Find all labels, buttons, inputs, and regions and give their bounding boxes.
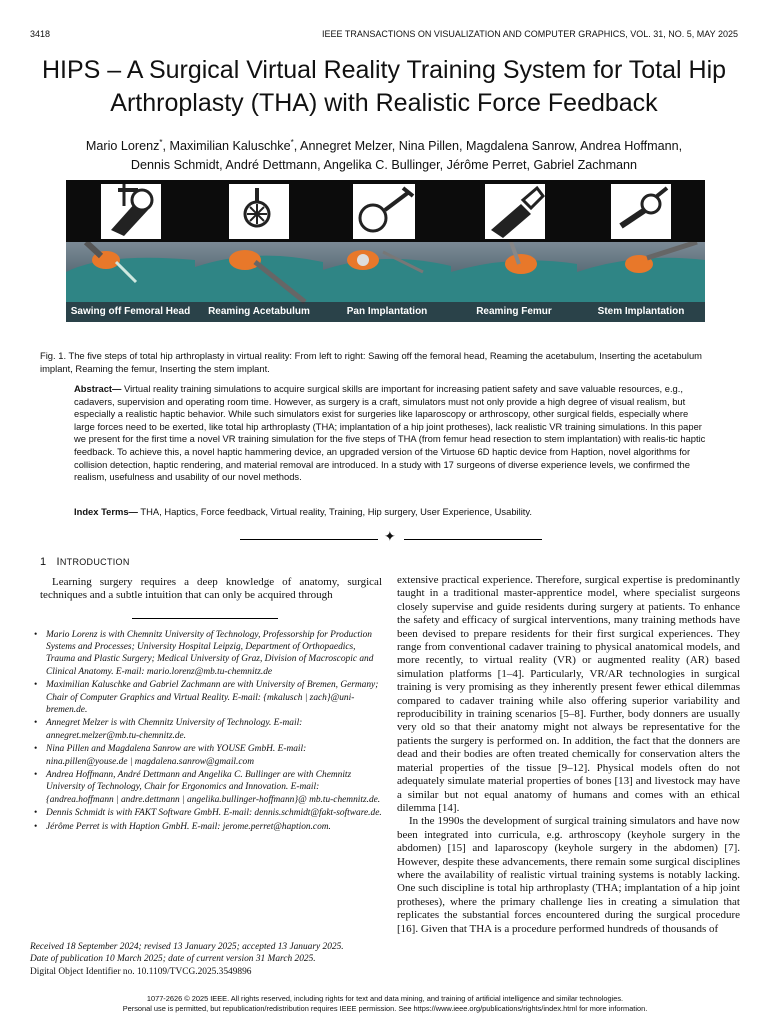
author: Andrea Hoffmann, [580, 139, 683, 154]
bullet-icon: • [34, 822, 38, 833]
author: Annegret Melzer, [300, 139, 399, 154]
panel-label: Sawing off Femoral Head [66, 302, 195, 322]
footnote-item: • Dennis Schmidt is with FAKT Software GmbH. E-mail: dennis.schmidt@fakt-software.de. [34, 808, 382, 819]
step-icon-rasp [451, 180, 577, 242]
author-list [50, 133, 718, 175]
doi-line: Digital Object Identifier no. 10.1109/TVCG.2025.3549896 [30, 967, 252, 977]
paragraph: In the 1990s the development of surgical training simulators and have now been integrated into curricula, e.g. arthroscopy (keyhole surgery in the abdomen) [15] and laparoscopy (keyhole surgery in the abdomen) [7]. However, despite these advancements, there remain some surgical disciplines where the availability of realistic virtual training systems is notably lacking. One such discipline is total hip arthroplasty (THA; implantation of a hip joint protheses), where the primary challenge lies in creating a simulation that replicates the substantial forces encountered during the surgical procedure [16]. Given that THA is a procedure performed hundreds of thousands of [397, 815, 740, 935]
index-terms [74, 506, 710, 519]
footnote-item: • Jérôme Perret is with Haption GmbH. E-mail: jerome.perret@haption.com. [34, 822, 331, 833]
author: Magdalena Sanrow, [465, 139, 581, 154]
author: Nina Pillen, [398, 139, 466, 154]
affiliation-footnotes [34, 629, 382, 835]
index-terms-text: THA, Haptics, Force feedback, Virtual reality, Training, Hip surgery, User Experience, Usability. [140, 506, 532, 517]
figure-caption: Fig. 1. The five steps of total hip arthroplasty in virtual reality: From left to right: Sawing off the femoral head, Reaming the acetabulum, Inserting the acetabulum implant, Reaming the femur, Inserting the stem implant. [40, 350, 702, 374]
bullet-icon: • [34, 808, 38, 819]
author: Angelika C. Bullinger, [323, 158, 447, 173]
abstract-label: Abstract— [74, 383, 122, 394]
right-column-text [397, 574, 740, 936]
copyright-notice: 1077-2626 © 2025 IEEE. All rights reserved, including rights for text and data mining, and training of artificial intelligence and similar technologies. Personal use is permitted, but republication/redistribution requires IEEE permission. See https://www.ieee.org/publications/rights/index.html for more information. [122, 994, 648, 1013]
figure-panel-reaming-acetabulum [195, 180, 323, 322]
author: Jérôme Perret, [446, 158, 534, 173]
page-number: 3418 [30, 29, 51, 39]
journal-header: IEEE TRANSACTIONS ON VISUALIZATION AND COMPUTER GRAPHICS, VOL. 31, NO. 5, MAY 2025 [322, 29, 738, 39]
separator-ornament-icon: ✦ [384, 530, 396, 545]
step-icon-saw [66, 180, 195, 242]
figure-panel-sawing [66, 180, 195, 322]
bullet-icon: • [34, 770, 38, 781]
footnote-item: • Mario Lorenz is with Chemnitz University of Technology, Professorship for Production Systems and Processes; University Hospital Leipzig, Department of Orthopaedics, Trauma and Plastic Surgery; Medical University of Graz, Division of Macroscopic and Clinical Anatomy. E-mail: mario.lorenz@mb.tu-chemnitz.de [34, 630, 374, 677]
bullet-icon: • [34, 680, 38, 691]
separator-rule [240, 539, 378, 540]
panel-label: Reaming Acetabulum [195, 302, 323, 322]
step-icon-reamer [195, 180, 323, 242]
section-initial: I [56, 556, 60, 568]
figure-panel-reaming-femur [451, 180, 577, 322]
separator-rule [404, 539, 542, 540]
figure-panel-stem-implantation [577, 180, 705, 322]
footnote-item: • Nina Pillen and Magdalena Sanrow are with YOUSE GmbH. E-mail: nina.pillen@youse.de | magdalena.sanrow@gmail.com [34, 744, 307, 767]
author: Mario Lorenz*, [85, 138, 170, 154]
left-column-text: Learning surgery requires a deep knowledge of anatomy, surgical techniques and a subtle intuition that can only be acquired through [40, 576, 382, 602]
footnote-item: • Maximilian Kaluschke and Gabriel Zachmann are with University of Bremen, Germany; Chair of Computer Graphics and Virtual Reality. E-mail: {mkalusch | zach}@uni-bremen.de. [34, 680, 379, 715]
author: Gabriel Zachmann [533, 158, 638, 173]
bullet-icon: • [34, 630, 38, 640]
footnote-item: • Andrea Hoffmann, André Dettmann and Angelika C. Bullinger are with Chemnitz University of Technology, Chair for Ergonomics and Innovation. E-mail: {andrea.hoffmann | andre.dettmann | angelika.bullinger-hoffmann}@ mb.tu-chemnitz.de. [34, 770, 381, 805]
section-heading [40, 556, 130, 568]
section-title-rest: NTRODUCTION [59, 557, 130, 567]
index-terms-label: Index Terms— [74, 506, 138, 517]
author: Dennis Schmidt, [130, 158, 226, 173]
bullet-icon: • [34, 744, 38, 755]
paper-title: HIPS – A Surgical Virtual Reality Training System for Total Hip Arthroplasty (THA) with Realistic Force Feedback [41, 56, 727, 117]
teaser-figure [66, 180, 705, 322]
footnote-rule [132, 618, 278, 619]
paragraph: extensive practical experience. Therefore, surgical expertise is predominantly taught in a traditional master-apprentice model, where specialist surgeons closely supervise and guide residents during surgery at patients. To enhance the safety and efficacy of surgical interventions, many training methods have been devised to prepare residents for their first surgical experiences. They range from conventional cadaver training to physical anatomical models, and more recently, to virtual reality (VR) or augmented reality (AR) based simulation platforms [1–4]. Particularly, VR/AR technologies in surgical training is very promising as they inherently present fewer ethical dilemmas compared to cadaver training while also offering superior variability and reproducibility in training scenarios [5–8]. Further, body donners are usually very old so that their anatomy might not always be representative for the patients the surgery is performed on. In addition, the fact that the donners are dead and their bodies are often treated chemically for conservation alters the material properties of the tissue [9–12]. Physical models often do not adequately simulate material properties of bones [13] and livestock may have a similar but not equal anatomy of humans and comes with an ethical dilemma [14]. [397, 574, 740, 814]
section-number: 1 [40, 556, 47, 568]
step-icon-stem [577, 180, 705, 242]
received-dates: Received 18 September 2024; revised 13 January 2025; accepted 13 January 2025. Date of publication 10 March 2025; date of current version 31 March 2025. [30, 942, 344, 964]
author: Maximilian Kaluschke*, [169, 138, 301, 154]
abstract [74, 383, 710, 484]
panel-label: Pan Implantation [323, 302, 451, 322]
figure-panel-pan-implantation [323, 180, 451, 322]
footnote-item: • Annegret Melzer is with Chemnitz University of Technology. E-mail: annegret.melzer@mb.tu-chemnitz.de. [34, 718, 303, 741]
step-icon-cup [323, 180, 451, 242]
panel-label: Stem Implantation [577, 302, 705, 322]
bullet-icon: • [34, 718, 38, 729]
panel-label: Reaming Femur [451, 302, 577, 322]
abstract-text: Virtual reality training simulations to acquire surgical skills are important for increasing patient safety and save valuable resources, e.g., cadavers, supervision and operating room time. However, as surgery is a craft, simulators must not only provide a high degree of visual realism, but especially a realistic haptic behavior. While such simulators exist for surgeries like laparoscopy or arthroscopy, other surgical fields, especially where large forces need to be exerted, like total hip arthroplasty (THA; implantation of a hip joint protheses), lack realistic VR training simulations. In this paper we present for the first time a novel VR training simulation for the five steps of THA (from femur head resection to stem implantation) with realis-tic haptic feedback. To achieve this, a novel haptic hammering device, an upgraded version of the Virtuose 6D haptic device from Haption, novel algorithms for collision detection, haptic rendering, and material removal are introduced. In a study with 17 surgeons of diverse experience levels, we confirmed the realism, usefulness and usability of our novel methods. [74, 383, 706, 483]
author: André Dettmann, [225, 158, 324, 173]
